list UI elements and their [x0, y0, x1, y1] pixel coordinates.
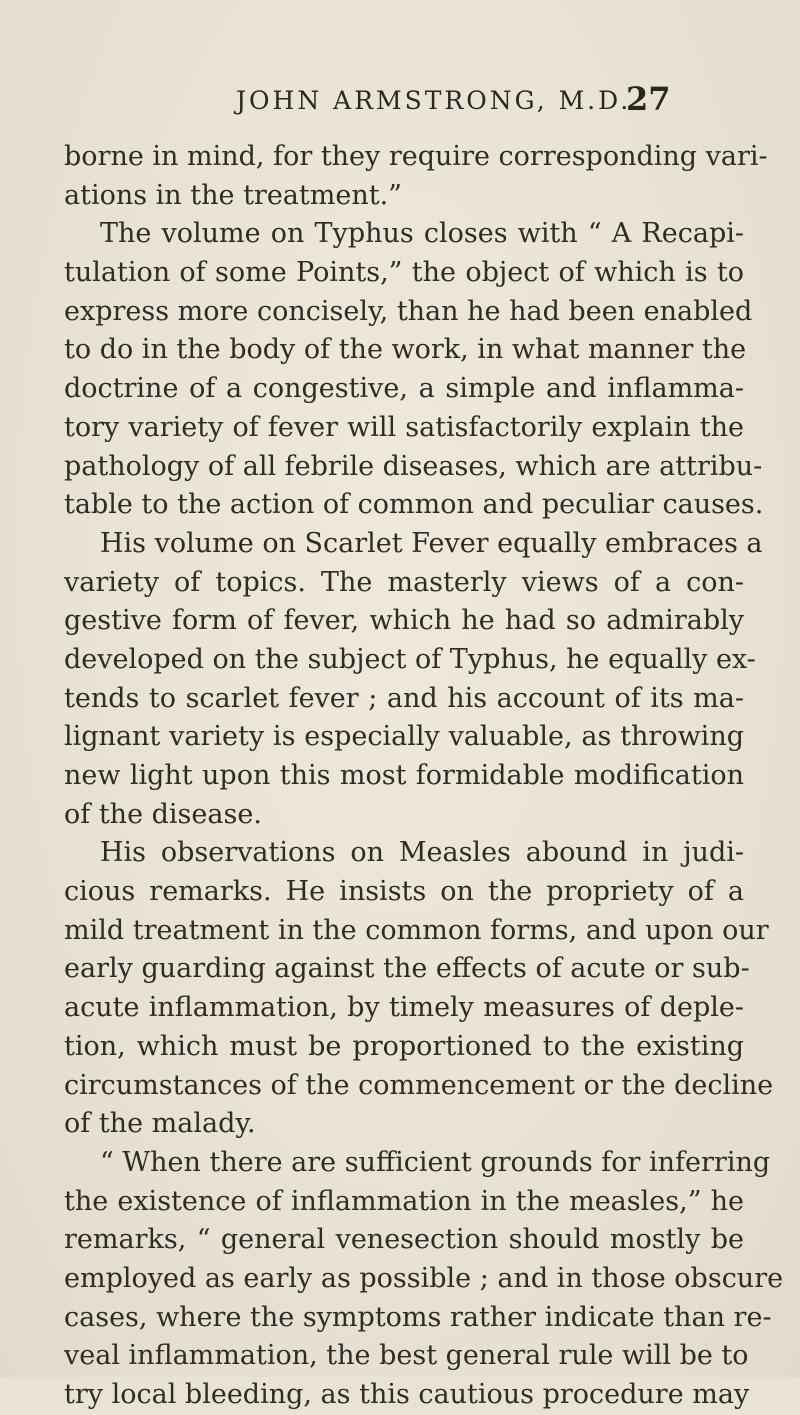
text-line: doctrine of a congestive, a simple and inflamma- [64, 373, 744, 405]
running-head-title: JOHN ARMSTRONG, M.D. [236, 86, 632, 115]
text-line: cases, where the symptoms rather indicate than re- [64, 1301, 772, 1333]
text-line: to do in the body of the work, in what manner the [64, 334, 747, 366]
text-line: tulation of some Points,” the object of which is to [64, 257, 744, 289]
text-line: ations in the treatment.” [64, 179, 402, 211]
text-line: remarks, “ general venesection should mostly be [64, 1224, 744, 1256]
text-line: express more concisely, than he had been enabled [64, 295, 753, 327]
running-head [0, 80, 800, 120]
text-line: mild treatment in the common forms, and upon our [64, 914, 769, 946]
text-line: borne in mind, for they require corresponding vari- [64, 141, 768, 172]
text-line: acute inflammation, by timely measures of deple- [64, 992, 744, 1024]
text-line: early guarding against the effects of acute or sub- [64, 953, 750, 985]
text-line: circumstances of the commencement or the decline [64, 1069, 774, 1101]
text-line: tends to scarlet fever ; and his account of its ma- [64, 682, 744, 714]
text-line: new light upon this most formidable modification [64, 760, 744, 791]
text-line: the existence of inflammation in the measles,” he [64, 1185, 744, 1217]
text-line: The volume on Typhus closes with “ A Recapi- [100, 218, 744, 250]
text-line: cious remarks. He insists on the propriety of a [64, 876, 744, 908]
text-line: His observations on Measles abound in judi- [100, 837, 744, 869]
text-line: veal inflammation, the best general rule will be to [64, 1340, 749, 1372]
text-line: tory variety of fever will satisfactorily explain the [64, 411, 744, 443]
text-line: tion, which must be proportioned to the existing [64, 1030, 744, 1062]
text-line: “ When there are sufficient grounds for inferring [100, 1146, 771, 1178]
text-line: employed as early as possible ; and in those obscure [64, 1262, 784, 1294]
text-line: developed on the subject of Typhus, he equally ex- [64, 643, 756, 675]
text-line: of the disease. [64, 798, 262, 830]
text-line: His volume on Scarlet Fever equally embraces a [100, 527, 763, 559]
text-line: try local bleeding, as this cautious procedure may [64, 1379, 750, 1410]
text-line: table to the action of common and peculiar causes. [64, 489, 764, 521]
text-line: pathology of all febrile diseases, which are attribu- [64, 450, 763, 482]
text-line: of the malady. [64, 1108, 256, 1140]
text-line: gestive form of fever, which he had so admirably [64, 605, 744, 637]
text-line: lignant variety is especially valuable, as throwing [64, 721, 744, 753]
page-number: 27 [626, 80, 671, 118]
text-body [64, 138, 784, 1415]
text-line: variety of topics. The masterly views of a con- [64, 566, 744, 598]
